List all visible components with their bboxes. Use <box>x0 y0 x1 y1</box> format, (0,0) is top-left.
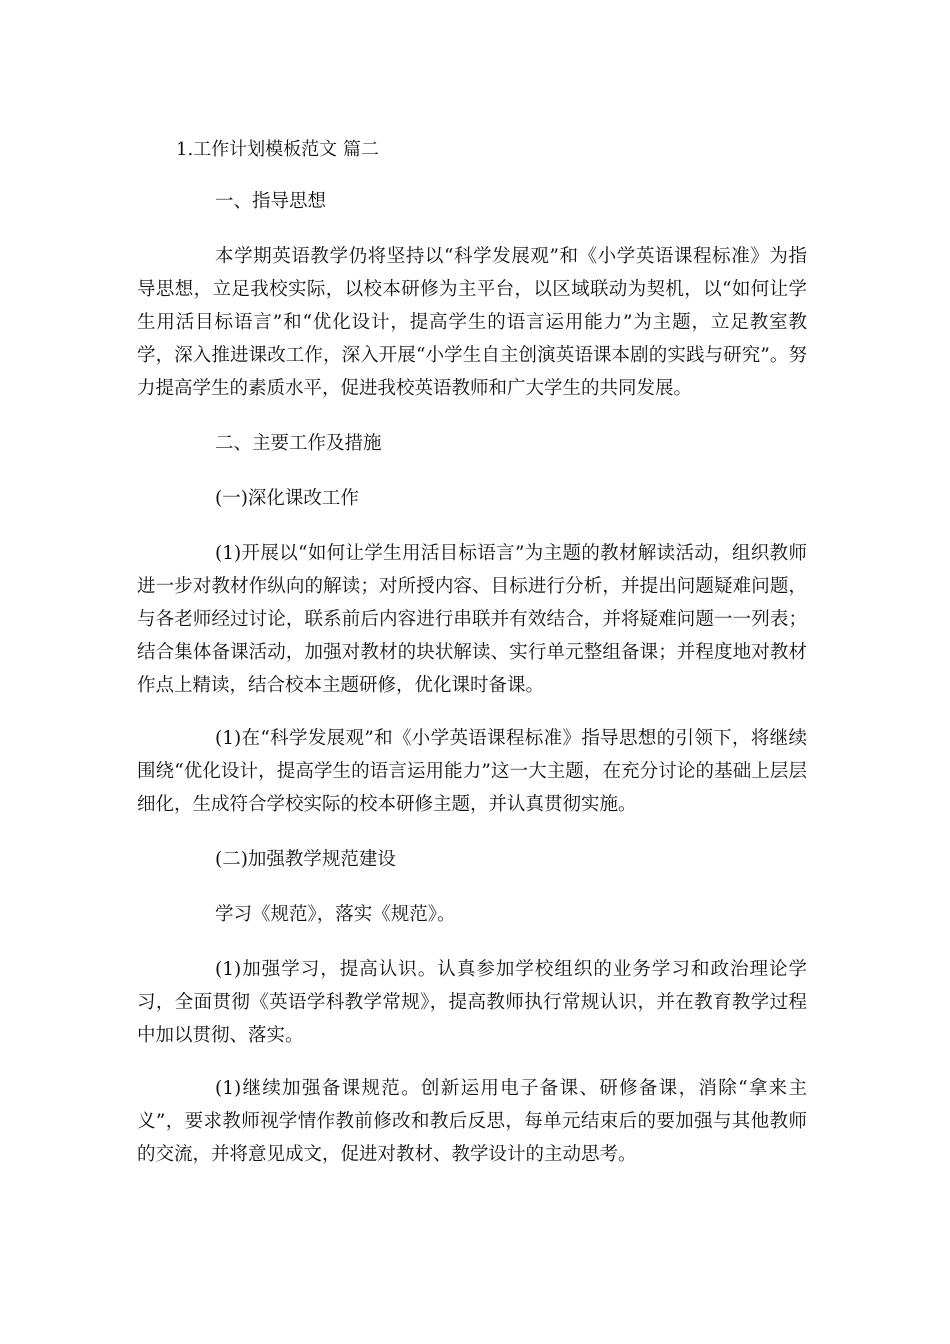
section1-heading: 一、指导思想 <box>215 191 327 212</box>
section1-body: 本学期英语教学仍将坚持以“科学发展观”和《小学英语课程标准》为指导思想，立足我校实际，以校本研修为主平台，以区域联动为契机，以“如何让学生用活目标语言”和“优化设计，提高学生的语言运用能力”为主题，立足教室教学，深入推进课改工作，深入开展“小学生自主创演英语课本剧的实践与研究”。努力提高学生的素质水平，促进我校英语教师和广大学生的共同发展。 <box>137 246 807 399</box>
subsection2-heading: (二)加强教学规范建设 <box>215 849 396 870</box>
section2-heading: 二、主要工作及措施 <box>215 433 382 454</box>
subsection2-intro: 学习《规范》，落实《规范》。 <box>215 904 456 925</box>
subsection1-item1: (1)开展以“如何让学生用活目标语言”为主题的教材解读活动，组织教师进一步对教材作纵向的解读；对所授内容、目标进行分析，并提出问题疑难问题，与各老师经过讨论，联系前后内容进行串联并有效结合，并将疑难问题一一列表；结合集体备课活动，加强对教材的块状解读、实行单元整组备课；并程度地对教材作点上精读，结合校本主题研修，优化课时备课。 <box>137 543 807 696</box>
subsection1-heading: (一)深化课改工作 <box>215 488 359 509</box>
subsection1-item2: (1)在“科学发展观”和《小学英语课程标准》指导思想的引领下，将继续围绕“优化设计，提高学生的语言运用能力”这一大主题，在充分讨论的基础上层层细化，生成符合学校实际的校本研修主题，并认真贯彻实施。 <box>137 728 807 815</box>
document-title: 1.工作计划模板范文 篇二 <box>176 139 379 160</box>
document-body <box>137 132 807 1171</box>
subsection2-item2: (1)继续加强备课规范。创新运用电子备课、研修备课，消除“拿来主义”，要求教师视学情作教前修改和教后反思，每单元结束后的要加强与其他教师的交流，并将意见成文，促进对教材、教学设计的主动思考。 <box>137 1078 807 1165</box>
subsection2-item1: (1)加强学习，提高认识。认真参加学校组织的业务学习和政治理论学习，全面贯彻《英语学科教学常规》，提高教师执行常规认识，并在教育教学过程中加以贯彻、落实。 <box>137 959 807 1046</box>
